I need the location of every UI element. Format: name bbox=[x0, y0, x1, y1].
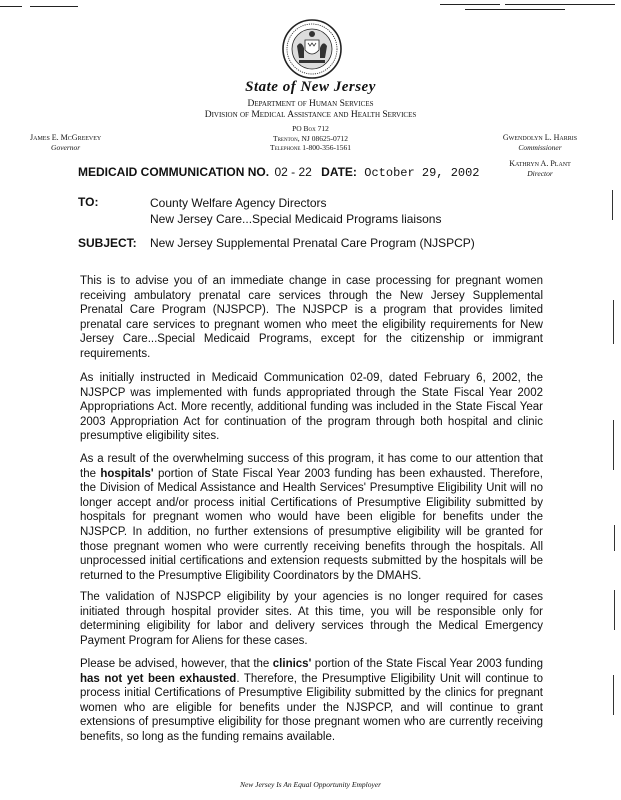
recipient-line: County Welfare Agency Directors bbox=[150, 196, 327, 210]
state-title: State of New Jersey bbox=[245, 79, 376, 95]
text-run: portion of State Fiscal Year 2003 funding has been exhausted. Therefore, the Division of Medical Assistance and Health Services' Presumptive Eligibility Unit will no longer accept and/or process initial Certifications of Presumptive Eligibility submitted by hospitals for pregnant women who would have been eligible for benefits under the NJSPCP. In addition, no further extensions of presumptive eligibility will be granted for those pregnant women who were currently receiving benefits through the hospitals. All unprocessed initial certifications and extension requests submitted by the hospitals will be returned to the Presumptive Eligibility Coordinators by the DMAHS. bbox=[80, 467, 543, 582]
emphasis-clinics: clinics' bbox=[272, 658, 312, 670]
scan-mark bbox=[612, 190, 613, 220]
date-value: October 29, 2002 bbox=[364, 166, 480, 180]
scan-mark bbox=[613, 420, 614, 470]
body-paragraph-5 bbox=[80, 657, 543, 745]
communication-label: MEDICAID COMMUNICATION NO. bbox=[78, 165, 270, 179]
text-run: portion of the State Fiscal Year 2003 funding bbox=[311, 658, 544, 670]
body-paragraph-1: This is to advise you of an immediate change in case processing for pregnant women receiving ambulatory prenatal care services through the New Jersey Supplemental Prenatal Care Program (NJSPCP). The NJSPCP is a program that provides limited prenatal care services to pregnant women who meet the eligibility requirements for New Jersey Care...Special Medicaid Programs, except for the citizenship or immigrant requirements. bbox=[80, 275, 543, 360]
telephone: Telephone 1-800-356-1561 bbox=[269, 143, 352, 152]
scan-mark bbox=[30, 6, 78, 7]
body-paragraph-3 bbox=[80, 452, 543, 583]
to-label: TO: bbox=[78, 195, 99, 209]
department-block bbox=[0, 99, 621, 121]
footer-eoe: New Jersey Is An Equal Opportunity Employer bbox=[239, 780, 382, 789]
scan-mark bbox=[0, 6, 22, 7]
director-name: Kathryn A. Plant bbox=[509, 159, 571, 168]
recipients bbox=[150, 195, 441, 227]
body-paragraph-2: As initially instructed in Medicaid Communication 02-09, dated February 6, 2002, the NJSPCP was implemented with funds appropriated through the State Fiscal Year 2002 Appropriations Act. More recently, additional funding was included in the State Fiscal Year 2003 Appropriation Act for continuation of the program through both hospital and clinic presumptive eligibility sites. bbox=[80, 372, 543, 443]
officials-block bbox=[480, 133, 600, 179]
subject-text: New Jersey Supplemental Prenatal Care Program (NJSPCP) bbox=[150, 236, 475, 250]
scan-mark bbox=[505, 4, 615, 5]
communication-line bbox=[78, 165, 480, 180]
text-run: Please be advised, however, that the bbox=[80, 658, 273, 670]
emphasis-not-exhausted: has not yet been exhausted bbox=[80, 672, 237, 685]
scan-mark bbox=[440, 4, 500, 5]
commissioner-name: Gwendolyn L. Harris bbox=[502, 133, 578, 142]
po-box: PO Box 712 bbox=[292, 124, 329, 133]
date-label: DATE: bbox=[321, 165, 357, 179]
text-run: As a result of the overwhelming success of this program, it has come to our attention that the bbox=[80, 453, 543, 480]
text-run: . Therefore, the Presumptive Eligibility Unit will continue to process initial Certifications of Presumptive Eligibility submitted by the clinics for pregnant women who are eligible for benefits under the NJSPCP, and will continue to grant extensions of presumptive eligibility for those pregnant women who are currently receiving benefits, so long as the funding remains available. bbox=[80, 672, 543, 743]
state-seal-icon bbox=[281, 18, 343, 80]
scan-mark bbox=[614, 590, 615, 630]
scan-mark bbox=[613, 675, 614, 715]
commissioner-title: Commissioner bbox=[518, 143, 562, 152]
city-address: Trenton, NJ 08625-0712 bbox=[273, 133, 348, 143]
communication-number: 02 - 22 bbox=[274, 165, 312, 179]
director-title: Director bbox=[527, 169, 553, 178]
subject-label: SUBJECT: bbox=[78, 236, 137, 250]
scan-mark bbox=[614, 525, 615, 551]
governor-name: James E. McGreevey bbox=[30, 133, 102, 142]
scan-mark bbox=[465, 9, 565, 10]
governor-block bbox=[30, 133, 101, 153]
body-paragraph-4: The validation of NJSPCP eligibility by your agencies is no longer required for cases initiated through hospital provider sites. At this time, you will be responsible only for determining eligibility for labor and delivery services through the Medical Emergency Payment Program for Aliens for these cases. bbox=[80, 591, 543, 647]
emphasis-hospitals: hospitals' bbox=[100, 467, 154, 480]
governor-title: Governor bbox=[51, 143, 81, 152]
department-name: Department of Human Services bbox=[247, 99, 374, 109]
scan-mark bbox=[613, 300, 614, 344]
recipient-line: New Jersey Care...Special Medicaid Programs liaisons bbox=[150, 212, 442, 226]
division-name: Division of Medical Assistance and Health Services bbox=[204, 110, 417, 120]
